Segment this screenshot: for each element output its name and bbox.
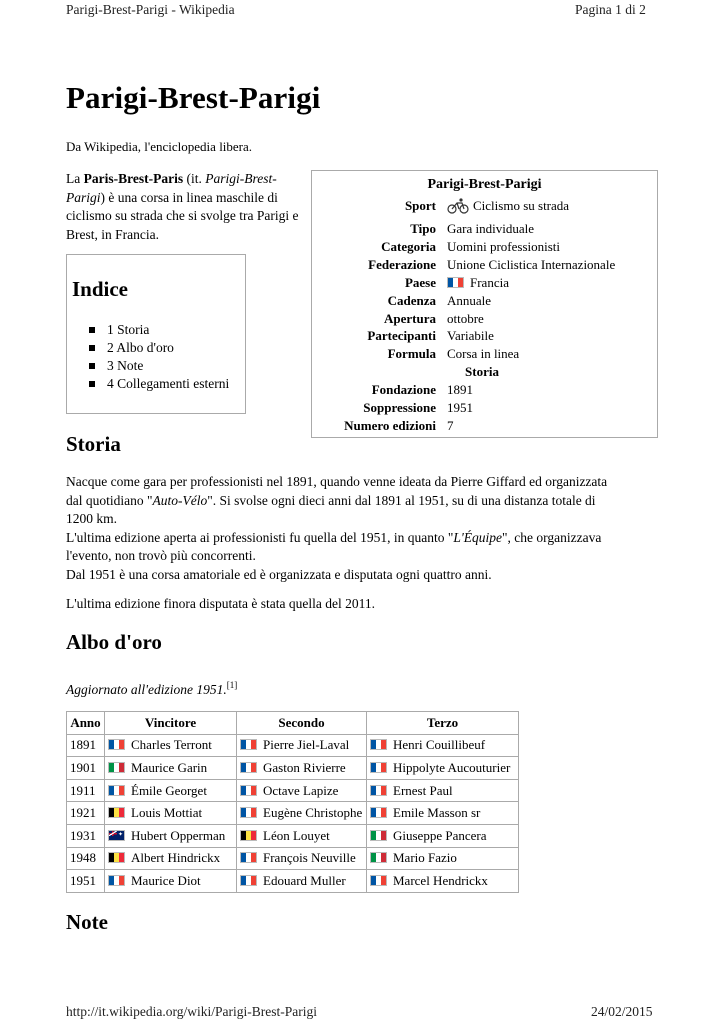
rider-name[interactable]: Marcel Hendrickx xyxy=(393,872,488,888)
infobox-key: Tipo xyxy=(410,221,436,236)
print-header-page: Pagina 1 di 2 xyxy=(575,2,646,17)
rider-cell xyxy=(105,870,237,893)
france-flag-icon xyxy=(240,739,257,750)
france-flag-icon xyxy=(370,785,387,796)
france-flag-icon xyxy=(240,852,257,863)
table-row xyxy=(67,824,519,847)
infobox-key: Numero edizioni xyxy=(344,418,436,433)
text-span: dal quotidiano " xyxy=(66,492,153,508)
infobox-row-sport xyxy=(312,198,657,216)
text-span: ", che organizzava xyxy=(501,529,602,545)
rider-name[interactable]: Pierre Jiel-Laval xyxy=(263,737,350,753)
lequipe-italic: L'Équipe xyxy=(453,529,502,545)
france-flag-icon xyxy=(370,762,387,773)
rider-name[interactable]: Albert Hindrickx xyxy=(131,850,221,866)
bullet-icon xyxy=(89,363,95,369)
infobox-row xyxy=(312,221,657,239)
france-flag-icon xyxy=(447,277,464,288)
infobox-key: Apertura xyxy=(384,311,436,326)
toc-item[interactable] xyxy=(89,339,229,357)
rider-cell xyxy=(105,779,237,802)
rider-cell xyxy=(367,802,519,825)
infobox-value: Variabile xyxy=(447,328,494,343)
storia-line xyxy=(66,492,666,511)
table-header-row xyxy=(67,712,519,735)
france-flag-icon xyxy=(240,807,257,818)
infobox-key: Federazione xyxy=(368,257,436,272)
storia-line: Nacque come gara per professionisti nel 1891, quando venne ideata da Pierre Giffard ed organizzata xyxy=(66,474,608,489)
belgium-flag-icon xyxy=(108,807,125,818)
year-cell[interactable]: 1951 xyxy=(67,870,105,893)
section-heading-storia: Storia xyxy=(66,432,121,456)
toc-item-label[interactable]: 3 Note xyxy=(107,358,144,373)
table-row xyxy=(67,734,519,757)
rider-cell xyxy=(105,757,237,780)
rider-name[interactable]: Edouard Muller xyxy=(263,872,346,888)
rider-name[interactable]: Maurice Diot xyxy=(131,872,201,888)
infobox-value[interactable]: Unione Ciclistica Internazionale xyxy=(447,257,616,272)
rider-cell xyxy=(367,779,519,802)
infobox-value xyxy=(447,275,509,291)
france-flag-icon xyxy=(240,785,257,796)
storia-line: 1200 km. xyxy=(66,511,118,526)
infobox-row xyxy=(312,311,657,329)
rider-cell xyxy=(237,824,367,847)
storia-line: Dal 1951 è una corsa amatoriale ed è organizzata e disputata ogni quattro anni. xyxy=(66,566,492,582)
infobox-value: Annuale xyxy=(447,293,492,308)
infobox-row xyxy=(312,400,657,418)
storia-line xyxy=(66,529,666,548)
infobox-row xyxy=(312,328,657,346)
column-header: Vincitore xyxy=(105,712,237,735)
infobox-value: Corsa in linea xyxy=(447,346,520,361)
rider-cell xyxy=(237,779,367,802)
infobox-row xyxy=(312,257,657,275)
bullet-icon xyxy=(89,327,95,333)
rider-name[interactable]: Léon Louyet xyxy=(263,827,330,843)
rider-cell xyxy=(367,734,519,757)
infobox-value: 1891 xyxy=(447,382,473,397)
section-heading-albo: Albo d'oro xyxy=(66,630,162,654)
column-header: Secondo xyxy=(237,712,367,735)
tagline: Da Wikipedia, l'enciclopedia libera. xyxy=(66,139,253,154)
infobox-value xyxy=(447,198,569,214)
rider-name[interactable]: Ernest Paul xyxy=(393,782,453,798)
year-cell[interactable]: 1948 xyxy=(67,847,105,870)
infobox-row xyxy=(312,239,657,257)
rider-cell xyxy=(367,847,519,870)
table-row xyxy=(67,870,519,893)
infobox-key: Categoria xyxy=(381,239,436,254)
auto-velo-italic: Auto-Vélo xyxy=(152,492,208,508)
rider-cell xyxy=(367,870,519,893)
france-flag-icon xyxy=(370,807,387,818)
infobox-row xyxy=(312,418,657,436)
rider-name[interactable]: Emile Masson sr xyxy=(393,805,481,821)
toc-item-label[interactable]: 4 Collegamenti esterni xyxy=(107,376,230,391)
albo-table xyxy=(66,711,519,893)
rider-cell xyxy=(237,870,367,893)
infobox-key: Partecipanti xyxy=(367,328,436,343)
infobox-value-text[interactable]: Ciclismo su strada xyxy=(473,198,570,213)
rider-name[interactable]: Maurice Garin xyxy=(131,759,208,775)
rider-name[interactable]: Louis Mottiat xyxy=(131,805,203,821)
toc-item[interactable] xyxy=(89,357,229,375)
rider-name[interactable]: Eugène Christophe xyxy=(263,805,363,821)
rider-name[interactable]: Henri Couillibeuf xyxy=(393,737,486,753)
rider-cell xyxy=(105,847,237,870)
rider-cell xyxy=(237,847,367,870)
rider-cell xyxy=(367,757,519,780)
table-row xyxy=(67,847,519,870)
rider-name[interactable]: Giuseppe Pancera xyxy=(393,827,487,843)
infobox-key: Cadenza xyxy=(387,293,436,308)
belgium-flag-icon xyxy=(108,852,125,863)
rider-name[interactable]: Mario Fazio xyxy=(393,850,457,866)
rider-name[interactable]: Gaston Rivierre xyxy=(263,759,346,775)
intro-bold: Paris-Brest-Paris xyxy=(83,171,184,186)
intro-paragraph xyxy=(66,170,304,244)
cycling-icon xyxy=(447,198,469,214)
infobox-value-text[interactable]: Francia xyxy=(470,275,509,290)
france-flag-icon xyxy=(108,875,125,886)
italy-flag-icon xyxy=(370,852,387,863)
section-heading-note: Note xyxy=(66,910,108,934)
albo-table-body xyxy=(67,734,519,892)
infobox-key: Formula xyxy=(387,346,436,361)
year-cell[interactable]: 1931 xyxy=(67,824,105,847)
rider-cell xyxy=(105,824,237,847)
table-of-contents xyxy=(66,254,246,414)
rider-cell xyxy=(237,802,367,825)
rider-cell xyxy=(367,824,519,847)
france-flag-icon xyxy=(240,875,257,886)
table-row xyxy=(67,802,519,825)
bullet-icon xyxy=(89,381,95,387)
france-flag-icon xyxy=(370,875,387,886)
intro-text-3: ) è una corsa in linea maschile di ciclismo su strada che si svolge tra Parigi e Brest, in Francia. xyxy=(66,189,299,242)
infobox xyxy=(311,170,658,438)
year-cell[interactable]: 1911 xyxy=(67,779,105,802)
infobox-key: Fondazione xyxy=(371,382,436,397)
infobox-title: Parigi-Brest-Parigi xyxy=(427,177,542,192)
storia-last-paragraph: L'ultima edizione finora disputata è stata quella del 2011. xyxy=(66,596,375,611)
albo-updated-text: Aggiornato all'edizione 1951. xyxy=(66,682,227,697)
reference-link[interactable]: [1] xyxy=(226,680,238,690)
toc-list xyxy=(89,321,229,393)
rider-name[interactable]: François Neuville xyxy=(263,850,356,866)
infobox-key: Soppressione xyxy=(363,400,436,415)
australia-flag-icon xyxy=(108,830,125,841)
albo-updated-note xyxy=(66,680,237,698)
rider-name[interactable]: Charles Terront xyxy=(131,737,212,753)
rider-cell xyxy=(105,802,237,825)
infobox-subheader: Storia xyxy=(465,364,499,379)
infobox-row xyxy=(312,382,657,400)
storia-line: l'evento, non trovò più concorrenti. xyxy=(66,548,256,563)
france-flag-icon xyxy=(240,762,257,773)
table-row xyxy=(67,779,519,802)
column-header: Anno xyxy=(67,712,105,735)
rider-name[interactable]: Émile Georget xyxy=(131,782,207,798)
print-header-title: Parigi-Brest-Parigi - Wikipedia xyxy=(66,2,235,17)
infobox-value: 1951 xyxy=(447,400,473,415)
storia-paragraph xyxy=(66,473,666,584)
france-flag-icon xyxy=(108,785,125,796)
text-span: ". Si svolse ogni dieci anni dal 1891 al 1951, su di una distanza totale di xyxy=(207,492,596,508)
france-flag-icon xyxy=(108,739,125,750)
infobox-value: 7 xyxy=(447,418,454,433)
toc-item-label[interactable]: 2 Albo d'oro xyxy=(107,340,174,355)
toc-item[interactable] xyxy=(89,321,229,339)
bullet-icon xyxy=(89,345,95,351)
text-span: L'ultima edizione aperta ai professionisti fu quella del 1951, in quanto " xyxy=(66,529,454,545)
rider-cell xyxy=(105,734,237,757)
page-title: Parigi-Brest-Parigi xyxy=(66,80,321,115)
infobox-value: ottobre xyxy=(447,311,484,326)
year-cell[interactable]: 1901 xyxy=(67,757,105,780)
intro-italic: Parigi-Brest-Parigi xyxy=(66,171,277,205)
toc-title: Indice xyxy=(72,277,129,301)
france-flag-icon xyxy=(370,739,387,750)
infobox-key: Sport xyxy=(404,198,436,213)
year-cell[interactable]: 1891 xyxy=(67,734,105,757)
table-row xyxy=(67,757,519,780)
toc-item[interactable] xyxy=(89,375,229,393)
belgium-flag-icon xyxy=(240,830,257,841)
intro-text-1: La xyxy=(66,171,84,186)
italy-flag-icon xyxy=(108,762,125,773)
column-header: Terzo xyxy=(367,712,519,735)
intro-text-2: (it. xyxy=(183,171,206,186)
toc-item-label[interactable]: 1 Storia xyxy=(107,322,150,337)
rider-name[interactable]: Octave Lapize xyxy=(263,782,339,798)
year-cell[interactable]: 1921 xyxy=(67,802,105,825)
print-footer-url[interactable]: http://it.wikipedia.org/wiki/Parigi-Brest-Parigi xyxy=(66,1004,317,1019)
infobox-key: Paese xyxy=(404,275,436,290)
infobox-row xyxy=(312,346,657,364)
rider-name[interactable]: Hippolyte Aucouturier xyxy=(393,759,511,775)
infobox-value: Gara individuale xyxy=(447,221,534,236)
infobox-row xyxy=(312,293,657,311)
rider-name[interactable]: Hubert Opperman xyxy=(131,827,226,843)
rider-cell xyxy=(237,757,367,780)
rider-cell xyxy=(237,734,367,757)
italy-flag-icon xyxy=(370,830,387,841)
infobox-row-paese xyxy=(312,275,657,293)
infobox-value: Uomini professionisti xyxy=(447,239,561,254)
print-footer-date: 24/02/2015 xyxy=(591,1004,653,1019)
